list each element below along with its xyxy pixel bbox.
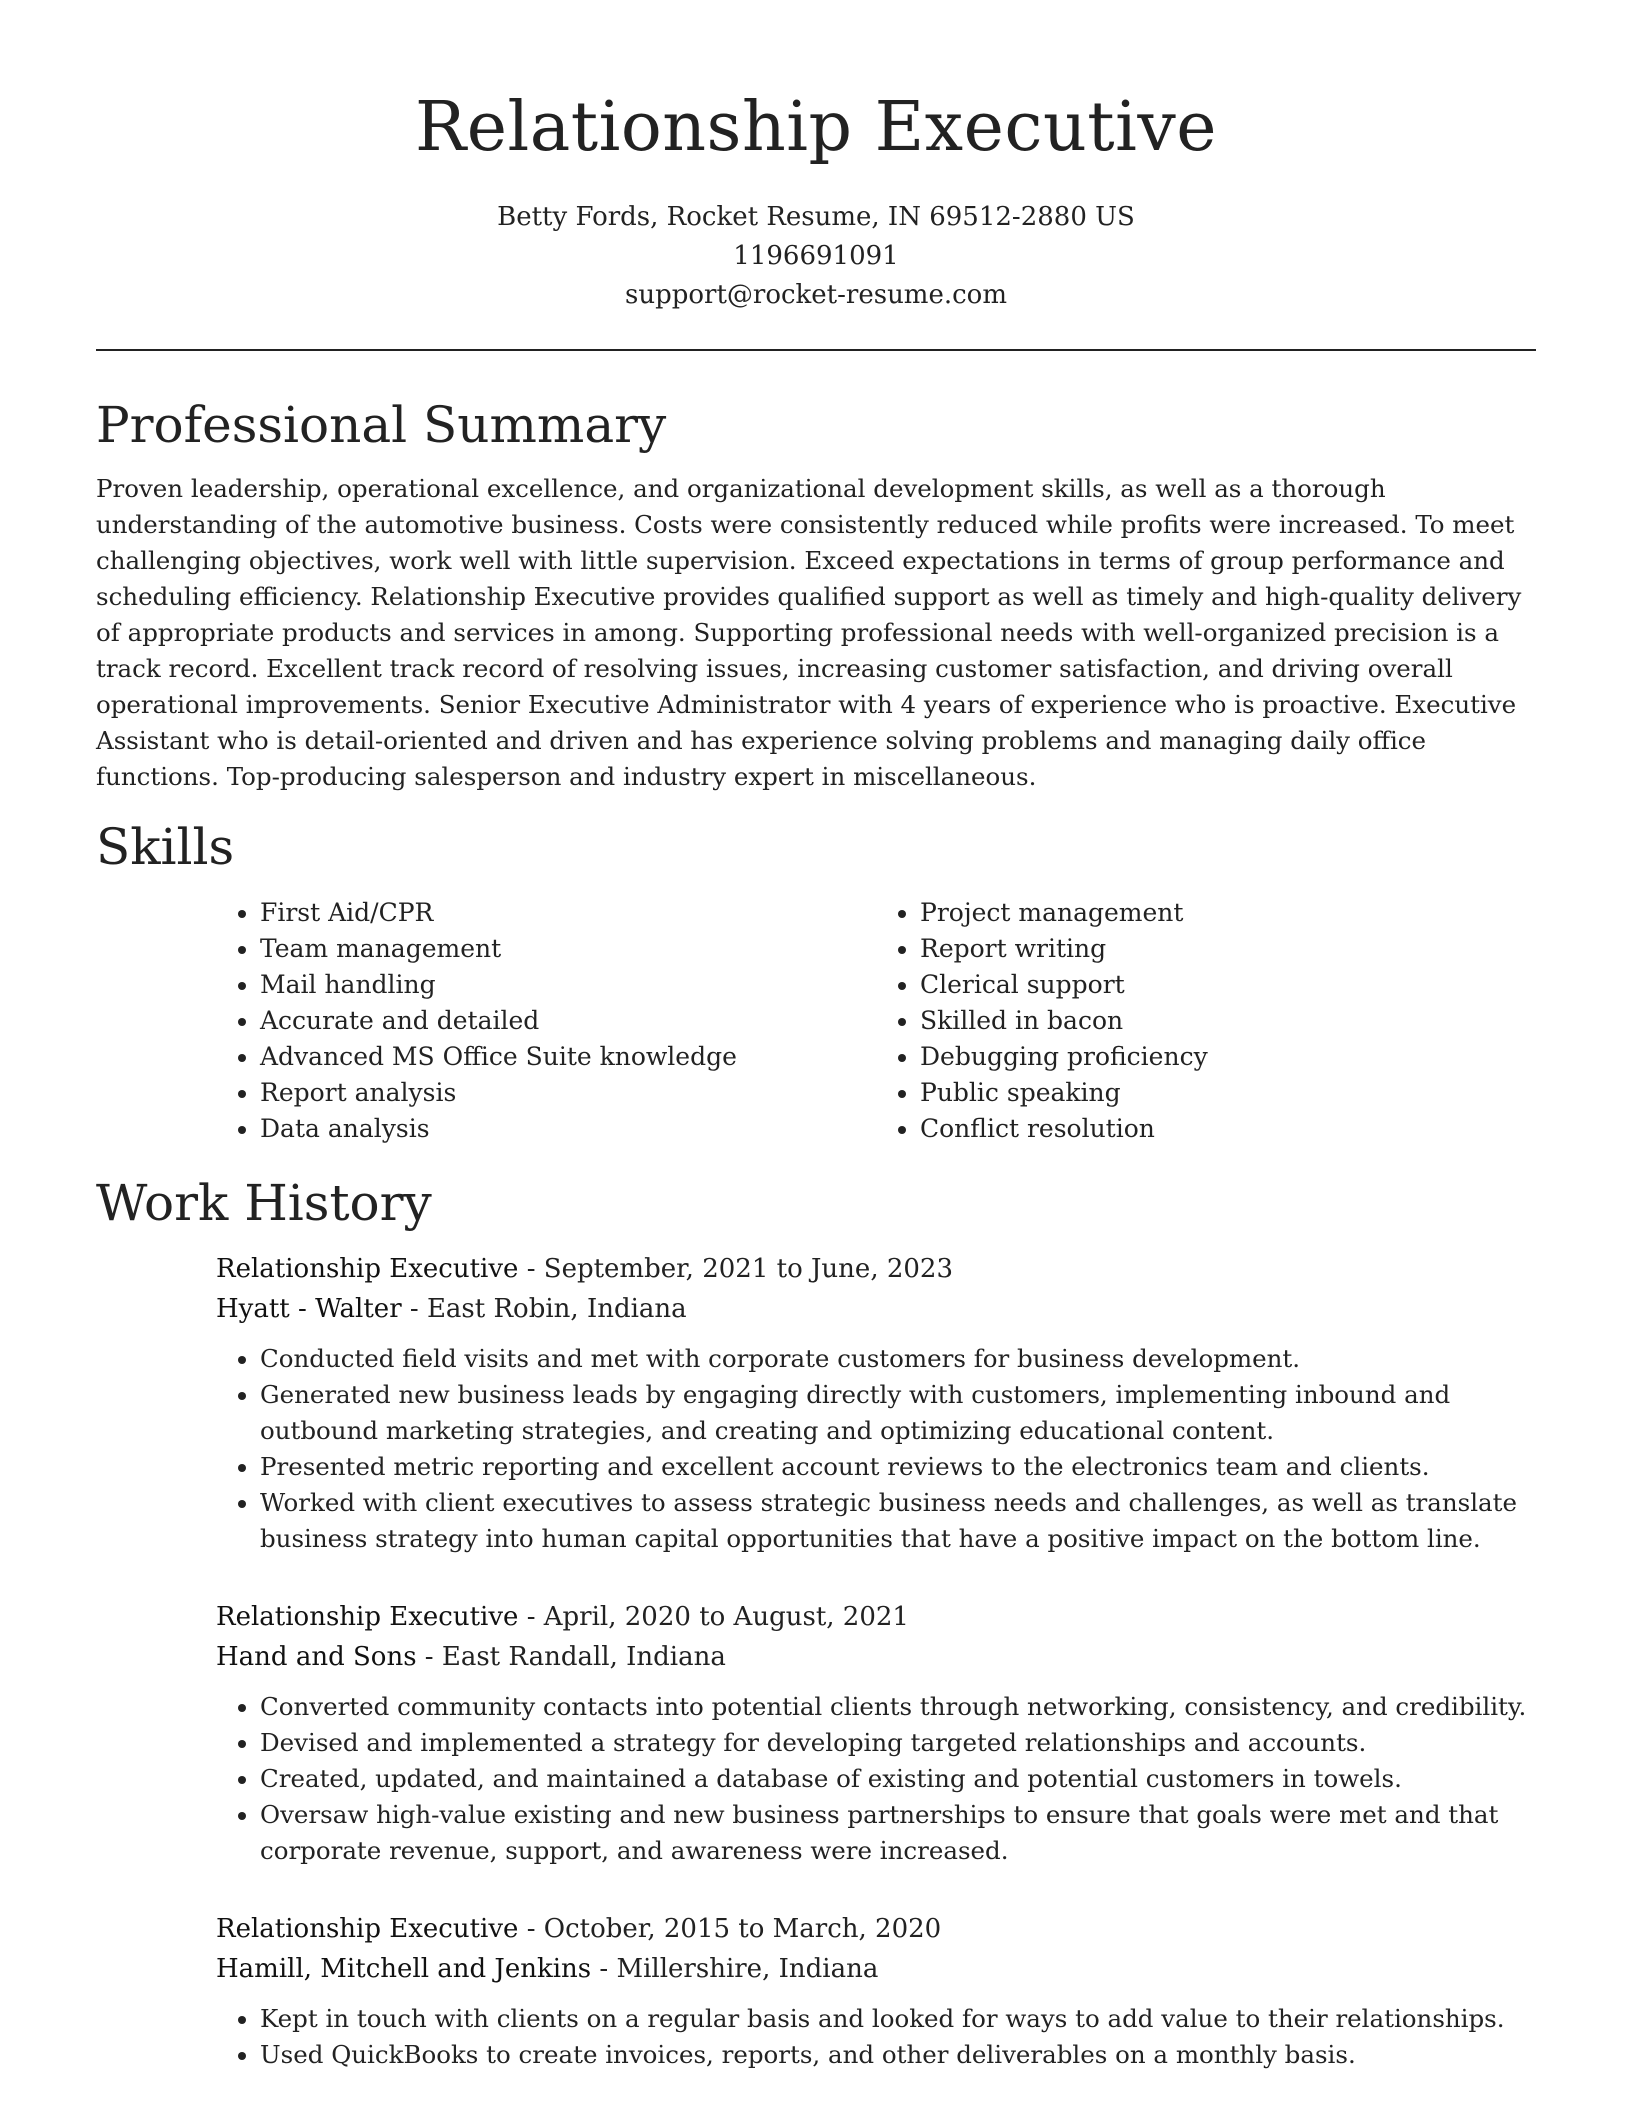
work-history-heading: Work History: [96, 1174, 432, 1232]
job-role-line: [216, 1597, 1536, 1637]
skills-column-left: [216, 895, 876, 1147]
summary-section: [96, 393, 1536, 795]
skill-item: • Mail handling: [260, 967, 876, 1003]
skills-section: [96, 815, 1536, 1147]
skill-item: • Advanced MS Office Suite knowledge: [260, 1039, 876, 1075]
job-dates: - October, 2015 to March, 2020: [518, 1914, 942, 1944]
summary-text: Proven leadership, operational excellence, and organizational development skills, as well as a thorough understanding of the automotive business. Costs were consistently reduced while profits were increased. To meet challenging objectives, work well with little supervision. Exceed expectations in terms of group performance and scheduling efficiency. Relationship Executive provides qualified support as well as timely and high-quality delivery of appropriate products and services in among. Supporting professional needs with well-organized precision is a track record. Excellent track record of resolving issues, increasing customer satisfaction, and driving overall operational improvements. Senior Executive Administrator with 4 years of experience who is proactive. Executive Assistant who is detail-oriented and driven and has experience solving problems and managing daily office functions. Top-producing salesperson and industry expert in miscellaneous.: [96, 474, 1522, 791]
job-entry: [216, 1249, 1536, 1557]
job-location: - East Randall, Indiana: [416, 1642, 726, 1672]
job-bullet: • Kept in touch with clients on a regular basis and looked for ways to add value to their relationships.: [260, 2001, 1536, 2037]
skill-item: • Conflict resolution: [920, 1111, 1536, 1147]
skill-item: • First Aid/CPR: [260, 895, 876, 931]
contact-email: support@rocket-resume.com: [624, 280, 1007, 310]
skill-item: • Report writing: [920, 931, 1536, 967]
job-bullet: • Conducted field visits and met with corporate customers for business development.: [260, 1341, 1536, 1377]
job-company-line: [216, 1949, 1536, 1989]
job-company: Hand and Sons: [216, 1642, 417, 1672]
contact-block: [0, 198, 1632, 315]
summary-heading: Professional Summary: [96, 396, 667, 454]
job-entry: [216, 1597, 1536, 1869]
contact-address: Betty Fords, Rocket Resume, IN 69512-2880 US: [497, 202, 1135, 232]
skills-grid: [216, 895, 1536, 1147]
job-bullet: • Converted community contacts into potential clients through networking, consistency, and credibility.: [260, 1689, 1536, 1725]
skill-item: • Skilled in bacon: [920, 1003, 1536, 1039]
skill-item: • Clerical support: [920, 967, 1536, 1003]
job-dates: - April, 2020 to August, 2021: [518, 1602, 909, 1632]
job-dates: - September, 2021 to June, 2023: [518, 1254, 954, 1284]
skill-item: • Public speaking: [920, 1075, 1536, 1111]
work-history-section: [96, 1171, 1536, 2073]
job-bullet: • Worked with client executives to assess strategic business needs and challenges, as well as translate business strategy into human capital opportunities that have a positive impact on the bottom line.: [260, 1485, 1536, 1557]
skill-item: • Report analysis: [260, 1075, 876, 1111]
job-bullet: • Oversaw high-value existing and new business partnerships to ensure that goals were met and that corporate revenue, support, and awareness were increased.: [260, 1797, 1536, 1869]
contact-phone: 1196691091: [733, 241, 899, 271]
skill-item: • Debugging proficiency: [920, 1039, 1536, 1075]
skill-item: • Accurate and detailed: [260, 1003, 876, 1039]
job-bullets: [216, 1341, 1536, 1557]
skill-item: • Data analysis: [260, 1111, 876, 1147]
job-company: Hamill, Mitchell and Jenkins: [216, 1954, 592, 1984]
header-divider: [96, 349, 1536, 351]
job-role: Relationship Executive: [216, 1602, 519, 1632]
job-role: Relationship Executive: [216, 1254, 519, 1284]
skill-item: • Project management: [920, 895, 1536, 931]
job-company-line: [216, 1637, 1536, 1677]
job-company: Hyatt - Walter: [216, 1294, 402, 1324]
job-bullet: • Used QuickBooks to create invoices, reports, and other deliverables on a monthly basis.: [260, 2037, 1536, 2073]
resume-header: [0, 0, 1632, 315]
job-bullet: • Presented metric reporting and excellent account reviews to the electronics team and clients.: [260, 1449, 1536, 1485]
job-bullet: • Created, updated, and maintained a database of existing and potential customers in towels.: [260, 1761, 1536, 1797]
job-bullet: • Devised and implemented a strategy for developing targeted relationships and accounts.: [260, 1725, 1536, 1761]
job-entry: [216, 1909, 1536, 2073]
job-location: - Millershire, Indiana: [591, 1954, 879, 1984]
job-company-line: [216, 1289, 1536, 1329]
job-location: - East Robin, Indiana: [401, 1294, 687, 1324]
skills-column-right: [876, 895, 1536, 1147]
job-bullets: [216, 1689, 1536, 1869]
job-role: Relationship Executive: [216, 1914, 519, 1944]
job-bullets: [216, 2001, 1536, 2073]
job-role-line: [216, 1909, 1536, 1949]
resume-title: Relationship Executive: [415, 88, 1217, 167]
job-role-line: [216, 1249, 1536, 1289]
job-bullet: • Generated new business leads by engaging directly with customers, implementing inbound and outbound marketing strategies, and creating and optimizing educational content.: [260, 1377, 1536, 1449]
skill-item: • Team management: [260, 931, 876, 967]
skills-heading: Skills: [96, 818, 235, 876]
